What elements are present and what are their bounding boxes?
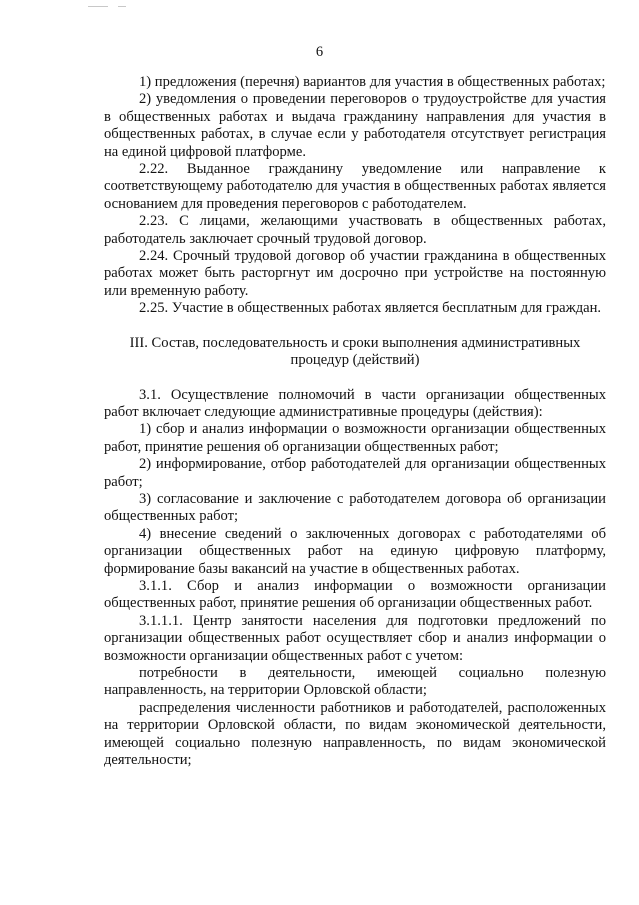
scan-artifact	[88, 6, 108, 7]
paragraph-2-25: 2.25. Участие в общественных работах является бесплатным для граждан.	[139, 300, 602, 317]
page-number: 6	[315, 44, 324, 60]
section-heading: III. Состав, последовательность и сроки выполнения административных процедур (действий)	[129, 334, 581, 369]
paragraph-2-24: 2.24. Срочный трудовой договор об участии гражданина в общественных работах может быть расторгнут им досрочно при устройстве на постоянную или временную работу.	[104, 248, 606, 299]
list-item: 4) внесение сведений о заключенных договорах с работодателями об организации общественных работ на единую цифровую платформу, формирование базы вакансий на участие в общественных работах.	[104, 525, 606, 577]
paragraph-3-1-1: 3.1.1. Сбор и анализ информации о возможности организации общественных работ, принятие решения об организации общественных работ.	[104, 577, 606, 612]
paragraph-3-1: 3.1. Осуществление полномочий в части организации общественных работ включает следующие административные процедуры (действия):	[104, 386, 606, 420]
paragraph-2-22: 2.22. Выданное гражданину уведомление или направление к соответствующему работодателю для участия в общественных работах является основанием для проведения переговоров с работодателем.	[104, 161, 606, 212]
list-item: распределения численности работников и работодателей, расположенных на территории Орловской области, по видам экономической деятельности, имеющей социально полезную направленность, по видам экономической деятельности;	[104, 699, 606, 769]
list-item: 1) сбор и анализ информации о возможности организации общественных работ, принятие решения об организации общественных работ;	[104, 421, 606, 455]
list-item: 2) информирование, отбор работодателей для организации общественных работ;	[104, 456, 606, 490]
scan-artifact	[118, 6, 126, 7]
list-item: 1) предложения (перечня) вариантов для участия в общественных работах;	[139, 74, 606, 90]
list-item: потребности в деятельности, имеющей социально полезную направленность, на территории Орловской области;	[104, 665, 606, 699]
list-item: 2) уведомления о проведении переговоров о трудоустройстве для участия в общественных работах и выдача гражданину направления для участия в общественных работах, в случае если у работодателя отсутствует регистрация на единой цифровой платформе.	[104, 91, 606, 160]
list-item: 3) согласование и заключение с работодателем договора об организации общественных работ;	[104, 490, 606, 525]
document-body	[104, 74, 606, 769]
paragraph-2-23: 2.23. С лицами, желающими участвовать в общественных работах, работодатель заключает срочный трудовой договор.	[104, 213, 606, 247]
paragraph-3-1-1-1: 3.1.1.1. Центр занятости населения для подготовки предложений по организации общественных работ осуществляет сбор и анализ информации о возможности организации общественных работ с учетом:	[104, 612, 606, 664]
